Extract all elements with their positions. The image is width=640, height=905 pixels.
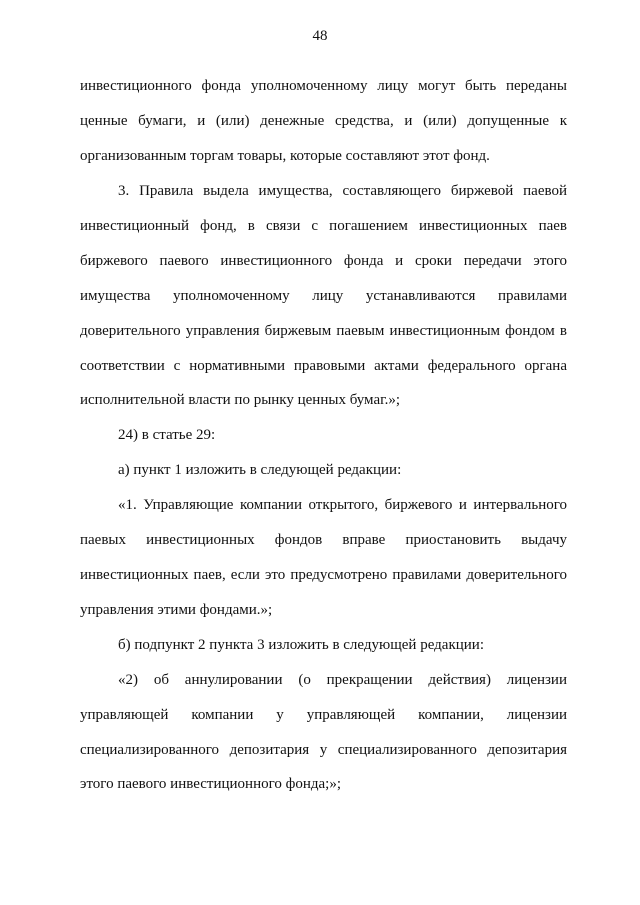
paragraph-start-line: б) подпункт 2 пункта 3 изложить в следующей редакции: [118,637,484,653]
paragraph-start-line: «1. Управляющие компании открытого, биржевого и интервального [118,497,567,513]
text-line: имущества уполномоченному лицу устанавливаются правилами [80,288,567,304]
text-line: исполнительной власти по рынку ценных бумаг.»; [80,392,400,408]
paragraph-start-line: «2) об аннулировании (о прекращении действия) лицензии [118,672,567,688]
text-line: паевых инвестиционных фондов вправе приостановить выдачу [80,532,567,548]
text-line: инвестиционный фонд, в связи с погашением инвестиционных паев [80,218,567,234]
text-line: соответствии с нормативными правовыми актами федерального органа [80,358,567,374]
paragraph-start-line: 3. Правила выдела имущества, составляющего биржевой паевой [118,183,567,199]
text-line: этого паевого инвестиционного фонда;»; [80,776,342,792]
paragraph-start-line: а) пункт 1 изложить в следующей редакции: [118,462,402,478]
text-line: ценные бумаги, и (или) денежные средства, и (или) допущенные к [80,113,567,129]
text-line: инвестиционных паев, если это предусмотрено правилами доверительного [80,567,567,583]
page-number: 48 [312,28,328,44]
paragraph-start-line: 24) в статье 29: [118,427,216,443]
text-line: организованным торгам товары, которые составляют этот фонд. [80,148,490,164]
text-line: инвестиционного фонда уполномоченному лицу могут быть переданы [80,78,567,94]
text-line: управляющей компании у управляющей компании, лицензии [80,707,567,723]
text-line: биржевого паевого инвестиционного фонда и сроки передачи этого [80,253,567,269]
text-line: управления этими фондами.»; [80,602,273,618]
text-line: доверительного управления биржевым паевым инвестиционным фондом в [80,323,567,339]
text-line: специализированного депозитария у специализированного депозитария [80,742,567,758]
